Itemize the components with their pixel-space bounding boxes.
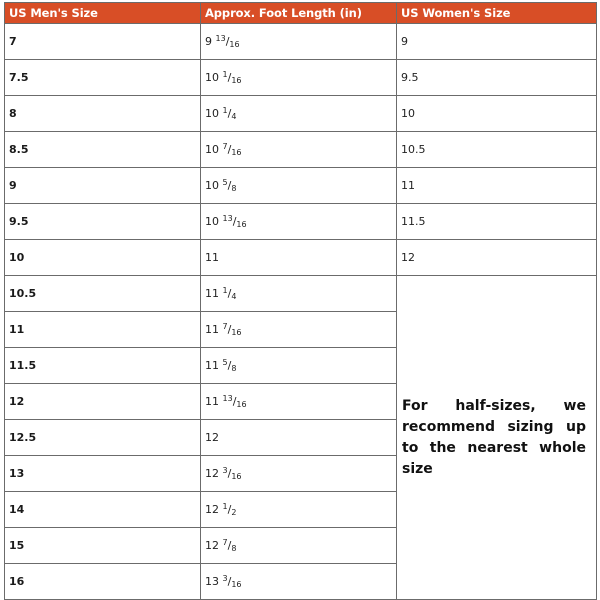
foot-length-whole: 11 xyxy=(205,251,219,264)
foot-length-cell: 11 $^5/_8$ xyxy=(201,348,397,384)
foot-length-numerator: 3 xyxy=(222,466,228,475)
foot-length-denominator: 16 xyxy=(231,580,242,589)
table-row xyxy=(5,168,597,204)
mens-size-cell: 9 xyxy=(5,168,201,204)
foot-length-whole: 11 xyxy=(205,323,219,336)
mens-size-cell: 12.5 xyxy=(5,420,201,456)
foot-length-numerator: 5 xyxy=(222,358,228,367)
foot-length-whole: 9 xyxy=(205,35,212,48)
mens-size-cell: 9.5 xyxy=(5,204,201,240)
foot-length-denominator: 16 xyxy=(231,148,242,157)
foot-length-numerator: 7 xyxy=(222,538,228,547)
mens-size-cell: 7 xyxy=(5,24,201,60)
foot-length-numerator: 5 xyxy=(222,178,228,187)
mens-size-cell: 8 xyxy=(5,96,201,132)
foot-length-whole: 10 xyxy=(205,179,219,192)
mens-size-cell: 8.5 xyxy=(5,132,201,168)
table-row xyxy=(5,60,597,96)
womens-size-cell: 10.5 xyxy=(397,132,597,168)
foot-length-denominator: 16 xyxy=(231,328,242,337)
mens-size-cell: 13 xyxy=(5,456,201,492)
foot-length-numerator: 13 xyxy=(222,394,233,403)
header-us-womens-size: US Women's Size xyxy=(397,3,597,24)
womens-size-cell: 11.5 xyxy=(397,204,597,240)
foot-length-cell: 10 $^1/_4$ xyxy=(201,96,397,132)
foot-length-whole: 10 xyxy=(205,143,219,156)
header-foot-length: Approx. Foot Length (in) xyxy=(201,3,397,24)
table-row xyxy=(5,240,597,276)
womens-size-cell: 9 xyxy=(397,24,597,60)
foot-length-whole: 11 xyxy=(205,359,219,372)
foot-length-cell: 10 $^1/_{16}$ xyxy=(201,60,397,96)
foot-length-denominator: 2 xyxy=(231,508,237,517)
mens-size-cell: 15 xyxy=(5,528,201,564)
foot-length-numerator: 13 xyxy=(222,214,233,223)
foot-length-cell: 12 $^7/_8$ xyxy=(201,528,397,564)
foot-length-whole: 10 xyxy=(205,107,219,120)
foot-length-cell: 12 $^3/_{16}$ xyxy=(201,456,397,492)
foot-length-denominator: 16 xyxy=(231,76,242,85)
foot-length-cell: 10 $^{13}/_{16}$ xyxy=(201,204,397,240)
foot-length-cell xyxy=(201,240,397,276)
foot-length-cell: 9 $^{13}/_{16}$ xyxy=(201,24,397,60)
foot-length-whole: 12 xyxy=(205,431,219,444)
womens-size-cell: 9.5 xyxy=(397,60,597,96)
foot-length-denominator: 16 xyxy=(236,220,247,229)
foot-length-whole: 10 xyxy=(205,71,219,84)
foot-length-whole: 13 xyxy=(205,575,219,588)
foot-length-numerator: 1 xyxy=(222,106,228,115)
table-row xyxy=(5,132,597,168)
table-row xyxy=(5,276,597,312)
header-us-mens-size: US Men's Size xyxy=(5,3,201,24)
foot-length-numerator: 1 xyxy=(222,286,228,295)
foot-length-numerator: 13 xyxy=(215,34,226,43)
mens-size-cell: 12 xyxy=(5,384,201,420)
womens-size-cell: 11 xyxy=(397,168,597,204)
half-size-note-cell xyxy=(397,276,597,600)
table-row xyxy=(5,204,597,240)
foot-length-whole: 11 xyxy=(205,287,219,300)
table-row xyxy=(5,96,597,132)
foot-length-denominator: 16 xyxy=(236,400,247,409)
foot-length-cell: 11 $^{13}/_{16}$ xyxy=(201,384,397,420)
foot-length-denominator: 4 xyxy=(231,292,237,301)
size-chart-table xyxy=(4,2,597,600)
foot-length-denominator: 4 xyxy=(231,112,237,121)
foot-length-cell: 13 $^3/_{16}$ xyxy=(201,564,397,600)
mens-size-cell: 11.5 xyxy=(5,348,201,384)
foot-length-denominator: 16 xyxy=(231,472,242,481)
foot-length-numerator: 1 xyxy=(222,70,228,79)
foot-length-numerator: 7 xyxy=(222,322,228,331)
foot-length-cell: 12 $^1/_2$ xyxy=(201,492,397,528)
foot-length-whole: 12 xyxy=(205,467,219,480)
foot-length-cell: 11 $^7/_{16}$ xyxy=(201,312,397,348)
half-size-note: For half-sizes, we recommend sizing up to the nearest whole size xyxy=(402,397,586,477)
foot-length-cell: 10 $^5/_8$ xyxy=(201,168,397,204)
table-body xyxy=(5,24,597,600)
foot-length-denominator: 8 xyxy=(231,184,237,193)
foot-length-whole: 12 xyxy=(205,539,219,552)
foot-length-cell xyxy=(201,420,397,456)
foot-length-cell: 10 $^7/_{16}$ xyxy=(201,132,397,168)
mens-size-cell: 14 xyxy=(5,492,201,528)
mens-size-cell: 7.5 xyxy=(5,60,201,96)
foot-length-numerator: 7 xyxy=(222,142,228,151)
foot-length-denominator: 8 xyxy=(231,544,237,553)
womens-size-cell: 12 xyxy=(397,240,597,276)
header-row xyxy=(5,3,597,24)
foot-length-denominator: 16 xyxy=(229,40,240,49)
foot-length-whole: 12 xyxy=(205,503,219,516)
womens-size-cell: 10 xyxy=(397,96,597,132)
foot-length-whole: 10 xyxy=(205,215,219,228)
foot-length-numerator: 3 xyxy=(222,574,228,583)
foot-length-numerator: 1 xyxy=(222,502,228,511)
mens-size-cell: 10 xyxy=(5,240,201,276)
mens-size-cell: 10.5 xyxy=(5,276,201,312)
foot-length-whole: 11 xyxy=(205,395,219,408)
table-header xyxy=(5,3,597,24)
foot-length-denominator: 8 xyxy=(231,364,237,373)
table-row xyxy=(5,24,597,60)
mens-size-cell: 16 xyxy=(5,564,201,600)
mens-size-cell: 11 xyxy=(5,312,201,348)
foot-length-cell: 11 $^1/_4$ xyxy=(201,276,397,312)
